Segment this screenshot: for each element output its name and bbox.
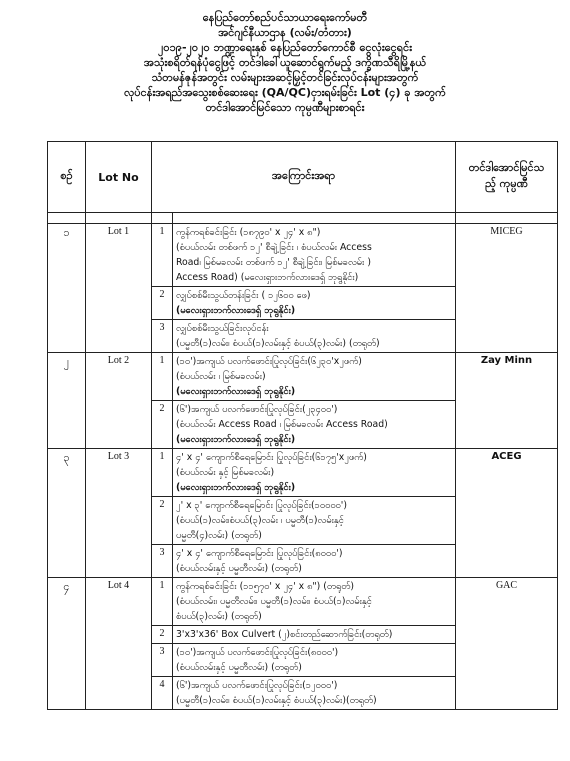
item-description <box>173 497 456 545</box>
description-line: (၆')အကျယ် ပလက်ဖောင်းပြုလုပ်ခြင်း(၁၂၀၀၀') <box>176 680 338 691</box>
subject-line-2: အသုံးစရိတ်ရန်ပုံငွေဖြင့် တင်ဒါခေါ်ယူဆောင်ရွက်မည့် ဒက္ခိဏသီရိမြို့နယ် <box>143 56 427 69</box>
header-lot: Lot No <box>86 142 152 213</box>
description-line: (စံပယ်လမ်း၊ ပမ္မတီလမ်း၊ ပမ္မတီ(၁)လမ်း၊ စံပယ်(၁)လမ်းနှင့် <box>176 596 372 607</box>
item-index: 1 <box>152 224 173 287</box>
header-no: စဉ် <box>48 142 86 213</box>
item-index: 3 <box>152 644 173 677</box>
org-title: နေပြည်တော်စည်ပင်သာယာရေးကော်မတီ <box>202 11 368 24</box>
winners-table <box>47 141 558 710</box>
header-company <box>456 142 558 213</box>
item-description <box>173 449 456 497</box>
subject-line-1: ၂၀၁၉-၂၀၂၀ ဘဏ္ဍာရေးနှစ် နေပြည်တော်ကောင်စီ ငွေလုံးငွေရင်း <box>158 41 412 54</box>
item-index: 1 <box>152 353 173 401</box>
table-row <box>48 449 558 497</box>
description-line: ၄' x ၄' ကျောက်စီရေမြောင်း ပြုလုပ်ခြင်း(၆၁၇၅'x၂ဖက်) <box>176 452 367 463</box>
row-number: ၃ <box>48 449 86 578</box>
description-line: (စံပယ်(၁)လမ်း၊စံပယ်(၃)လမ်း ၊ ပမ္မတီ(၁)လမ်းနှင့် <box>176 515 344 526</box>
item-index: 1 <box>152 578 173 626</box>
item-description <box>173 644 456 677</box>
header-company-line1: တင်ဒါအောင်မြင်သ <box>468 161 545 174</box>
description-line: 3'x3'x36' Box Culvert (၂)စင်းတည်ဆောက်ခြင်း(တရုတ်) <box>176 629 393 640</box>
lot-number: Lot 1 <box>86 224 152 353</box>
item-index: 4 <box>152 677 173 710</box>
table-row <box>48 578 558 626</box>
item-description <box>173 677 456 710</box>
row-number: ၄ <box>48 578 86 710</box>
row-number: ၂ <box>48 353 86 449</box>
lot-number: Lot 4 <box>86 578 152 710</box>
description-line: (စံပယ်လမ်းနှင့် ပမ္မတီလမ်း) (တရုတ်) <box>176 563 302 574</box>
winning-company: ACEG <box>456 449 558 578</box>
description-line: (စံပယ်လမ်း Access Road ၊ မြစ်မခလမ်း Access Road) <box>176 419 388 430</box>
description-line: လျှပ်စစ်မီးသွယ်ခြင်းလုပ်ငန်း <box>176 323 269 334</box>
header-description: အကြောင်းအရာ <box>152 142 456 213</box>
item-index: 2 <box>152 287 173 320</box>
item-index: 3 <box>152 320 173 353</box>
description-line: စံပယ်(၃)လမ်း) (တရုတ်) <box>176 611 262 622</box>
description-line: လျှပ်စစ်မီးသွယ်တန်းခြင်း ( ၁၂၆၀၀ ဖေ) <box>176 290 311 301</box>
description-line: (မလေးရှားဘက်လားဒေရှ် ဘုရွနိုင်း) <box>176 434 296 445</box>
description-line: ကွန်ကရစ်ခင်းခြင်း (၁၁၅၇၀' x ၂၄' x ၈") (တရုတ်) <box>176 581 354 592</box>
row-number: ၁ <box>48 224 86 353</box>
item-description <box>173 353 456 401</box>
item-description <box>173 545 456 578</box>
item-index: 3 <box>152 545 173 578</box>
description-line: ပမ္မတီ(၄)လမ်း) (တရုတ်) <box>176 530 262 541</box>
item-description <box>173 401 456 449</box>
table-header-row <box>48 142 558 213</box>
header-spacer-row <box>48 213 558 224</box>
description-line: (၁၀')အကျယ် ပလက်ဖောင်းပြုလုပ်ခြင်း(၈၀၀၀') <box>176 647 339 658</box>
description-line: (မလေးရှားဘက်လားဒေရှ် ဘုရွနိုင်း) <box>176 305 296 316</box>
description-line: (စံပယ်လမ်း နှင့် မြစ်မခလမ်း) <box>176 467 275 478</box>
table-body <box>48 224 558 710</box>
department-title: အင်ဂျင်နီယာဌာန (လမ်း/တံတား) <box>218 26 352 39</box>
subject-line-5: တင်ဒါအောင်မြင်သော ကုမ္ပဏီများစာရင်း <box>205 101 365 114</box>
description-line: ၄' x ၄' ကျောက်စီရေမြောင်း ပြုလုပ်ခြင်း(၈၀၀၀') <box>176 548 343 559</box>
description-line: (စံပယ်လမ်း တစ်ဖက် ၁၂' စီချဲ့ခြင်း ၊ စံပယ်လမ်း Access <box>176 242 372 253</box>
item-index: 2 <box>152 626 173 644</box>
table-row <box>48 224 558 287</box>
description-line: (စံပယ်လမ်း ၊ မြစ်မခလမ်း) <box>176 371 266 382</box>
description-line: Road၊ မြစ်မခလမ်း တစ်ဖက် ၁၂' စီချဲ့ခြင်း၊ မြစ်မခလမ်း ) <box>176 257 371 268</box>
item-description <box>173 626 456 644</box>
item-description <box>173 224 456 287</box>
item-description <box>173 320 456 353</box>
description-line: Access Road) (မလေးရှားဘက်လားဒေရှ် ဘုရွနိုင်း) <box>176 272 359 283</box>
description-line: (၁၀')အကျယ် ပလက်ဖောင်းပြုလုပ်ခြင်း(၆၂၃၀'x၂ဖက်) <box>176 356 362 367</box>
description-line: (ပမ္မတီ(၁)လမ်း၊ စံပယ်(၁)လမ်းနှင့် စံပယ်(၃)လမ်း) (တရုတ်) <box>176 338 380 349</box>
item-description <box>173 578 456 626</box>
document-header <box>0 0 570 115</box>
description-line: (စံပယ်လမ်းနှင့် ပမ္မတီလမ်း) (တရုတ်) <box>176 662 302 673</box>
description-line: ၂' x ၃' ကျောက်စီရေမြောင်း ပြုလုပ်ခြင်း(၁၀၀၀၀') <box>176 500 347 511</box>
subject-line-4: လုပ်ငန်းအရည်အသွေးစစ်ဆေးရေး (QA/QC)ငှားရမ်းခြင်း Lot (၄) ခု အတွက် <box>124 86 446 99</box>
winning-company: Zay Minn <box>456 353 558 449</box>
winning-company: GAC <box>456 578 558 710</box>
table-row <box>48 353 558 401</box>
winning-company: MICEG <box>456 224 558 353</box>
lot-number: Lot 3 <box>86 449 152 578</box>
item-index: 1 <box>152 449 173 497</box>
description-line: (မလေးရှားဘက်လားဒေရှ် ဘုရွနိုင်း) <box>176 482 296 493</box>
subject-line-3: သံတမန်ဇုန်အတွင်း လမ်းများအဆင့်မြှင့်တင်ခြင်းလုပ်ငန်းများအတွက် <box>151 71 419 84</box>
description-line: (၆')အကျယ် ပလက်ဖောင်းပြုလုပ်ခြင်း(၂၃၄၀၀') <box>176 404 338 415</box>
header-company-line2: ည့် ကုမ္ပဏီ <box>485 177 528 190</box>
description-line: (မလေးရှားဘက်လားဒေရှ် ဘုရွနိုင်း) <box>176 386 296 397</box>
item-description <box>173 287 456 320</box>
lot-number: Lot 2 <box>86 353 152 449</box>
item-index: 2 <box>152 401 173 449</box>
description-line: (ပမ္မတီ(၁)လမ်း၊ စံပယ်(၁)လမ်းနှင့် စံပယ်(၃)လမ်း)(တရုတ်) <box>176 695 377 706</box>
description-line: ကွန်ကရစ်ခင်းခြင်း (၁၈၇၉၀' x ၂၄' x ၈") <box>176 227 321 238</box>
item-index: 2 <box>152 497 173 545</box>
